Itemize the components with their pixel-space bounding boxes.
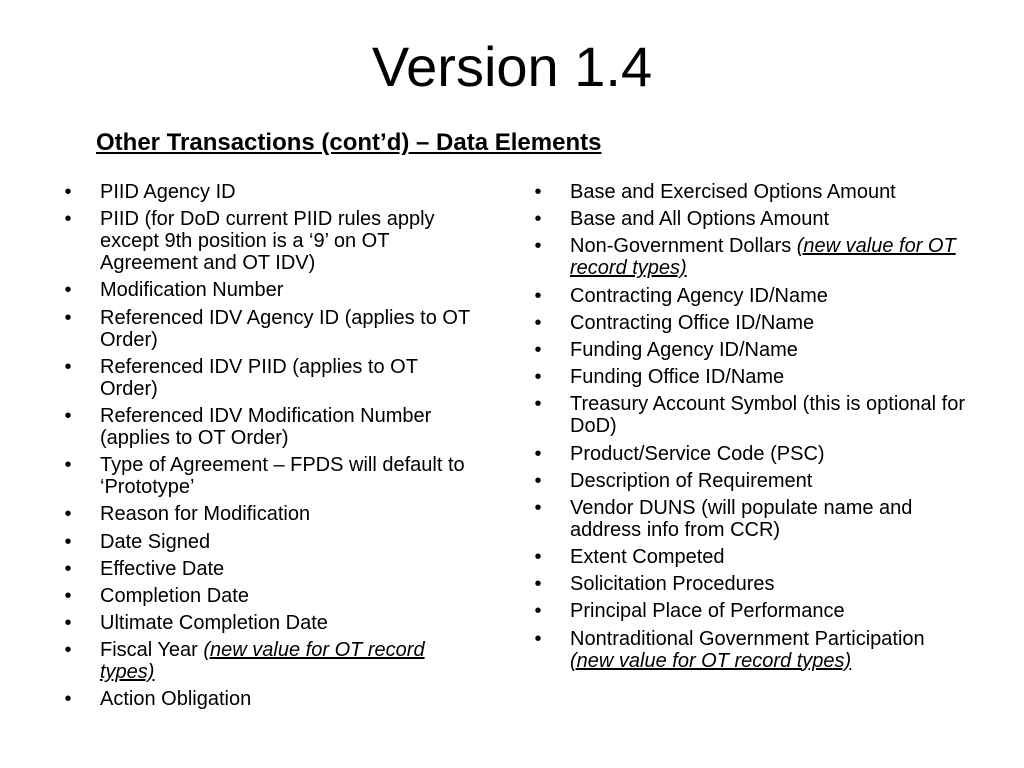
bullet-text: Modification Number xyxy=(100,279,284,302)
bullet-icon: • xyxy=(534,366,542,389)
bullet-text: Product/Service Code (PSC) xyxy=(570,442,825,465)
bullet-icon: • xyxy=(534,181,542,203)
bullet-text: Treasury Account Symbol (this is optional for DoD) xyxy=(570,393,965,438)
bullet-item xyxy=(530,181,970,203)
bullet-item xyxy=(60,558,480,580)
bullet-item xyxy=(530,497,970,541)
bullet-text: Funding Office ID/Name xyxy=(570,366,785,389)
bullet-item xyxy=(530,339,970,361)
bullet-text: Fiscal Year xyxy=(100,639,204,662)
bullet-icon: • xyxy=(64,454,72,477)
bullet-icon: • xyxy=(64,208,72,231)
bullet-icon: • xyxy=(534,311,542,334)
bullet-icon: • xyxy=(64,404,72,427)
bullet-icon: • xyxy=(64,612,72,635)
bullet-note: (new value for OT record types) xyxy=(570,649,852,672)
bullet-icon: • xyxy=(64,639,72,662)
slide-subtitle: Other Transactions (cont’d) – Data Elements xyxy=(96,129,602,156)
bullet-text: Type of Agreement – FPDS will default to ‘Prototype’ xyxy=(100,454,465,499)
bullet-icon: • xyxy=(534,627,542,650)
bullet-item xyxy=(60,688,480,710)
bullet-item xyxy=(530,628,970,672)
bullet-item xyxy=(530,366,970,388)
bullet-text: Vendor DUNS (will populate name and address info from CCR) xyxy=(570,496,913,541)
bullet-text: Effective Date xyxy=(100,557,225,580)
bullet-text: Base and Exercised Options Amount xyxy=(570,181,896,203)
bullet-text: Reason for Modification xyxy=(100,503,311,526)
bullet-item xyxy=(60,181,480,203)
bullet-icon: • xyxy=(64,557,72,580)
bullet-text: Contracting Office ID/Name xyxy=(570,311,815,334)
bullet-text: Referenced IDV Modification Number (applies to OT Order) xyxy=(100,404,432,449)
right-bullet-list xyxy=(530,181,970,677)
bullet-item xyxy=(60,531,480,553)
bullet-text: Date Signed xyxy=(100,530,211,553)
bullet-text: PIID (for DoD current PIID rules apply except 9th position is a ‘9’ on OT Agreement and OT IDV) xyxy=(100,208,435,275)
bullet-text: Non-Government Dollars xyxy=(570,235,797,258)
bullet-icon: • xyxy=(534,208,542,231)
bullet-item xyxy=(60,356,480,400)
bullet-icon: • xyxy=(534,338,542,361)
bullet-item xyxy=(530,235,970,279)
bullet-item xyxy=(60,307,480,351)
bullet-text: Funding Agency ID/Name xyxy=(570,338,798,361)
bullet-item xyxy=(60,454,480,498)
bullet-icon: • xyxy=(534,496,542,519)
bullet-icon: • xyxy=(64,530,72,553)
bullet-text: Principal Place of Performance xyxy=(570,600,845,623)
bullet-text: Ultimate Completion Date xyxy=(100,612,328,635)
bullet-text: Contracting Agency ID/Name xyxy=(570,284,828,307)
bullet-icon: • xyxy=(534,442,542,465)
bullet-text: Completion Date xyxy=(100,584,249,607)
bullet-icon: • xyxy=(534,284,542,307)
bullet-text: Base and All Options Amount xyxy=(570,208,830,231)
bullet-text: Extent Competed xyxy=(570,546,725,569)
bullet-item xyxy=(60,503,480,525)
bullet-icon: • xyxy=(534,573,542,596)
bullet-text: Nontraditional Government Participation xyxy=(570,627,925,650)
bullet-icon: • xyxy=(64,279,72,302)
bullet-icon: • xyxy=(64,306,72,329)
bullet-item xyxy=(60,585,480,607)
bullet-text: Referenced IDV PIID (applies to OT Order) xyxy=(100,355,418,400)
bullet-item xyxy=(60,405,480,449)
bullet-icon: • xyxy=(534,235,542,258)
left-bullet-list xyxy=(60,181,480,716)
bullet-note: (new value for OT record types) xyxy=(100,639,425,684)
bullet-icon: • xyxy=(534,469,542,492)
bullet-item xyxy=(60,639,480,683)
bullet-item xyxy=(530,208,970,230)
bullet-item xyxy=(60,279,480,301)
bullet-item xyxy=(60,208,480,274)
bullet-item xyxy=(530,546,970,568)
bullet-text: Solicitation Procedures xyxy=(570,573,775,596)
bullet-icon: • xyxy=(64,181,72,203)
bullet-icon: • xyxy=(64,355,72,378)
bullet-text: Action Obligation xyxy=(100,688,252,711)
bullet-item xyxy=(530,600,970,622)
bullet-icon: • xyxy=(64,503,72,526)
slide-title: Version 1.4 xyxy=(371,35,653,98)
bullet-item xyxy=(530,573,970,595)
bullet-text: Description of Requirement xyxy=(570,469,813,492)
bullet-item xyxy=(530,393,970,437)
bullet-item xyxy=(530,470,970,492)
bullet-item xyxy=(530,285,970,307)
bullet-icon: • xyxy=(534,600,542,623)
bullet-item xyxy=(60,612,480,634)
bullet-icon: • xyxy=(534,546,542,569)
bullet-text: PIID Agency ID xyxy=(100,181,236,203)
bullet-note: (new value for OT record types) xyxy=(570,235,956,280)
bullet-icon: • xyxy=(534,393,542,416)
bullet-icon: • xyxy=(64,584,72,607)
bullet-item xyxy=(530,443,970,465)
bullet-text: Referenced IDV Agency ID (applies to OT Order) xyxy=(100,306,470,351)
bullet-icon: • xyxy=(64,688,72,711)
bullet-item xyxy=(530,312,970,334)
